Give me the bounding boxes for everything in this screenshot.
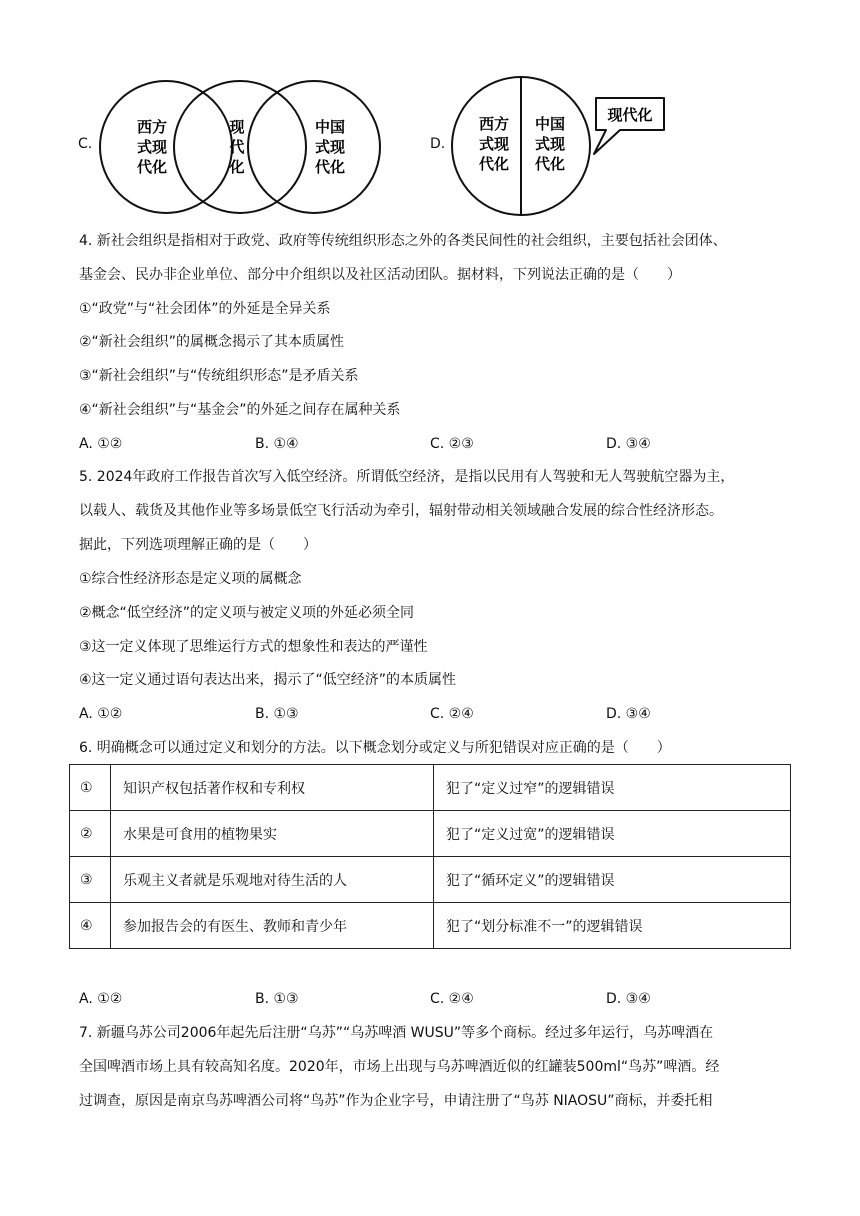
- venn-c-center-line2: 代: [229, 138, 245, 156]
- venn-c-center-line3: 化: [229, 158, 245, 176]
- table-row: [70, 811, 791, 857]
- q4-item-1: ①“政党”与“社会团体”的外延是全异关系: [79, 301, 331, 317]
- q5-item-4: ④这一定义通过语句表达出来，揭示了“低空经济”的本质属性: [79, 672, 457, 688]
- q6-row2-text: 水果是可食用的植物果实: [111, 811, 434, 857]
- q5-stem-line1: 5. 2024年政府工作报告首次写入低空经济。所谓低空经济，是指以民用有人驾驶和无人驾驶航空器为主，: [79, 469, 735, 485]
- q6-table: [69, 764, 791, 949]
- venn-c-left-line1: 西方: [136, 118, 168, 136]
- q4-option-c: C. ②③: [430, 436, 474, 452]
- diagram-d-left-line2: 式现: [478, 135, 510, 153]
- diagram-d: [450, 74, 675, 219]
- q5-stem-line3: 据此，下列选项理解正确的是（ ）: [79, 537, 317, 553]
- venn-diagram-c: [96, 80, 386, 215]
- q5-stem-line2: 以载人、载货及其他作业等多场景低空飞行活动为牵引，辐射带动相关领域融合发展的综合性经济形态。: [79, 503, 723, 519]
- q4-option-b: B. ①④: [255, 436, 299, 452]
- q6-row4-num: ④: [70, 903, 111, 949]
- q6-row1-error: 犯了“定义过窄”的逻辑错误: [434, 765, 791, 811]
- table-row: [70, 903, 791, 949]
- q5-item-3: ③这一定义体现了思维运行方式的想象性和表达的严谨性: [79, 639, 428, 655]
- diagram-d-right-line1: 中国: [534, 115, 566, 133]
- q4-item-4: ④“新社会组织”与“基金会”的外延之间存在属种关系: [79, 402, 401, 418]
- q6-stem: 6. 明确概念可以通过定义和划分的方法。以下概念划分或定义与所犯错误对应正确的是（ ）: [79, 740, 671, 756]
- option-c-label: C.: [78, 136, 93, 152]
- diagram-d-left-line1: 西方: [478, 115, 510, 133]
- q7-line1: 7. 新疆乌苏公司2006年起先后注册“乌苏”“乌苏啤酒 WUSU”等多个商标。经过多年运行，乌苏啤酒在: [79, 1025, 714, 1041]
- q6-row3-text: 乐观主义者就是乐观地对待生活的人: [111, 857, 434, 903]
- q6-row4-text: 参加报告会的有医生、教师和青少年: [111, 903, 434, 949]
- q5-option-b: B. ①③: [255, 706, 299, 722]
- q6-row1-num: ①: [70, 765, 111, 811]
- callout-text: 现代化: [607, 106, 653, 124]
- venn-c-left-line3: 代化: [136, 158, 168, 176]
- diagram-d-left-line3: 代化: [478, 155, 510, 173]
- q5-option-a: A. ①②: [79, 706, 123, 722]
- q6-row4-error: 犯了“划分标准不一”的逻辑错误: [434, 903, 791, 949]
- q5-item-1: ①综合性经济形态是定义项的属概念: [79, 571, 302, 587]
- option-d-label: D.: [430, 136, 446, 152]
- q4-item-3: ③“新社会组织”与“传统组织形态”是矛盾关系: [79, 368, 359, 384]
- q6-option-d: D. ③④: [606, 991, 651, 1007]
- q6-row1-text: 知识产权包括著作权和专利权: [111, 765, 434, 811]
- venn-c-left-line2: 式现: [136, 138, 168, 156]
- q4-item-2: ②“新社会组织”的属概念揭示了其本质属性: [79, 334, 345, 350]
- q5-option-c: C. ②④: [430, 706, 474, 722]
- q6-row3-error: 犯了“循环定义”的逻辑错误: [434, 857, 791, 903]
- diagram-d-right-line2: 式现: [534, 135, 566, 153]
- q6-row2-error: 犯了“定义过宽”的逻辑错误: [434, 811, 791, 857]
- q6-row2-num: ②: [70, 811, 111, 857]
- table-row: [70, 857, 791, 903]
- venn-c-right-line1: 中国: [314, 118, 346, 136]
- q5-item-2: ②概念“低空经济”的定义项与被定义项的外延必须全同: [79, 605, 415, 621]
- q4-option-a: A. ①②: [79, 436, 123, 452]
- q5-option-d: D. ③④: [606, 706, 651, 722]
- q4-option-d: D. ③④: [606, 436, 651, 452]
- q4-stem-line2: 基金会、民办非企业单位、部分中介组织以及社区活动团队。据材料，下列说法正确的是（ ）: [79, 267, 681, 283]
- q6-row3-num: ③: [70, 857, 111, 903]
- q7-line3: 过调查，原因是南京鸟苏啤酒公司将“鸟苏”作为企业字号，申请注册了“鸟苏 NIAOSU”商标，并委托相: [79, 1093, 713, 1109]
- venn-c-right-line3: 代化: [314, 158, 346, 176]
- venn-c-center-line1: 现: [229, 118, 245, 136]
- q6-option-a: A. ①②: [79, 991, 123, 1007]
- q6-option-c: C. ②④: [430, 991, 474, 1007]
- q7-line2: 全国啤酒市场上具有较高知名度。2020年，市场上出现与乌苏啤酒近似的红罐装500ml“鸟苏”啤酒。经: [79, 1059, 720, 1075]
- q4-stem-line1: 4. 新社会组织是指相对于政党、政府等传统组织形态之外的各类民间性的社会组织，主要包括社会团体、: [79, 233, 727, 249]
- table-row: [70, 765, 791, 811]
- q6-option-b: B. ①③: [255, 991, 299, 1007]
- venn-c-right-line2: 式现: [314, 138, 346, 156]
- diagram-d-right-line3: 代化: [534, 155, 566, 173]
